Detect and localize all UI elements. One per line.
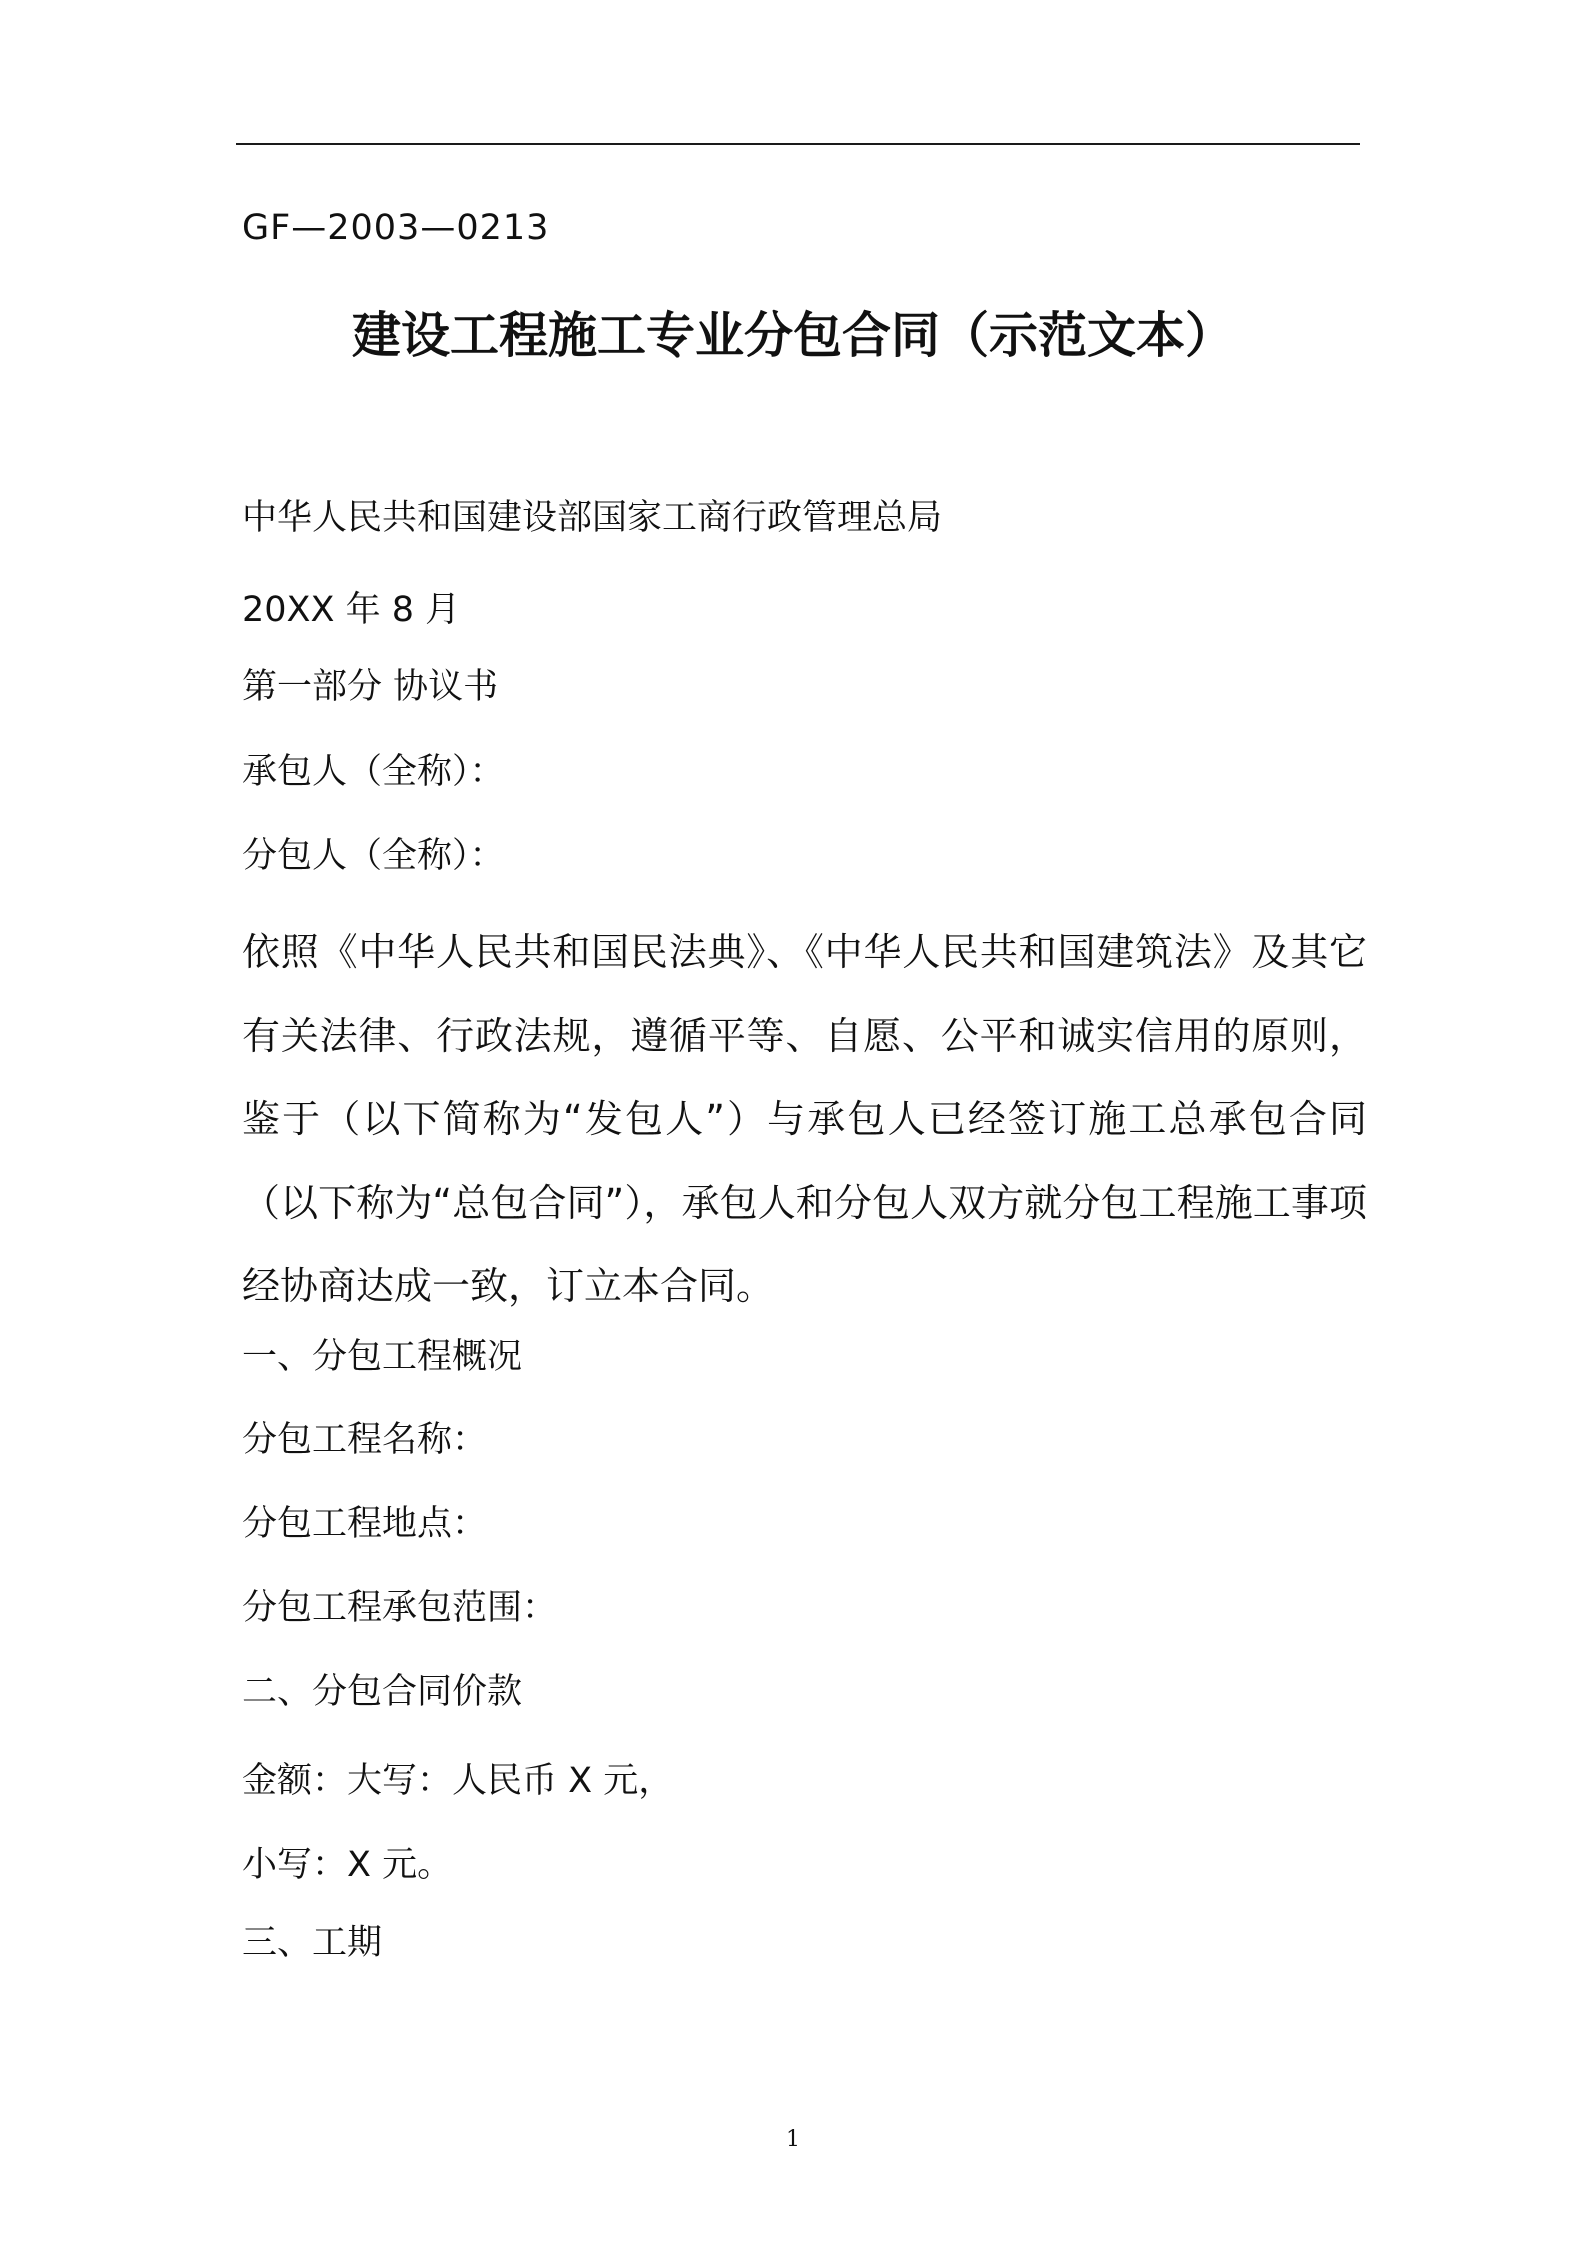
section-2-heading: 二、分包合同价款 <box>242 1672 523 1712</box>
document-title: 建设工程施工专业分包合同（示范文本） <box>351 307 1234 364</box>
project-name-label: 分包工程名称： <box>242 1420 488 1460</box>
subcontractor-label: 分包人（全称）： <box>242 836 505 876</box>
page-number: 1 <box>786 2127 800 2152</box>
project-location-label: 分包工程地点： <box>242 1504 488 1544</box>
contractor-label: 承包人（全称）： <box>242 752 505 792</box>
date-line: 20XX 年 8 月 <box>242 590 461 630</box>
intro-paragraph: 依照《中华人民共和国民法典》、《中华人民共和国建筑法》及其它有关法律、行政法规，遵循平等、自愿、公平和诚实信用的原则，鉴于（以下简称为“发包人”）与承包人已经签订施工总承包合同（以下称为“总包合同”），承包人和分包人双方就分包工程施工事项经协商达成一致，订立本合同。 <box>242 930 1367 1308</box>
document-code: GF—2003—0213 <box>242 208 550 248</box>
section-1-heading: 一、分包工程概况 <box>242 1337 523 1377</box>
amount-lowercase-line: 小写：X 元。 <box>242 1845 453 1885</box>
part-heading: 第一部分 协议书 <box>242 667 499 707</box>
section-3-heading: 三、工期 <box>242 1923 383 1963</box>
header-rule <box>236 143 1360 145</box>
project-scope-label: 分包工程承包范围： <box>242 1588 558 1628</box>
amount-uppercase-line: 金额：大写：人民币 X 元， <box>242 1761 674 1801</box>
issuer-line: 中华人民共和国建设部国家工商行政管理总局 <box>242 498 943 538</box>
